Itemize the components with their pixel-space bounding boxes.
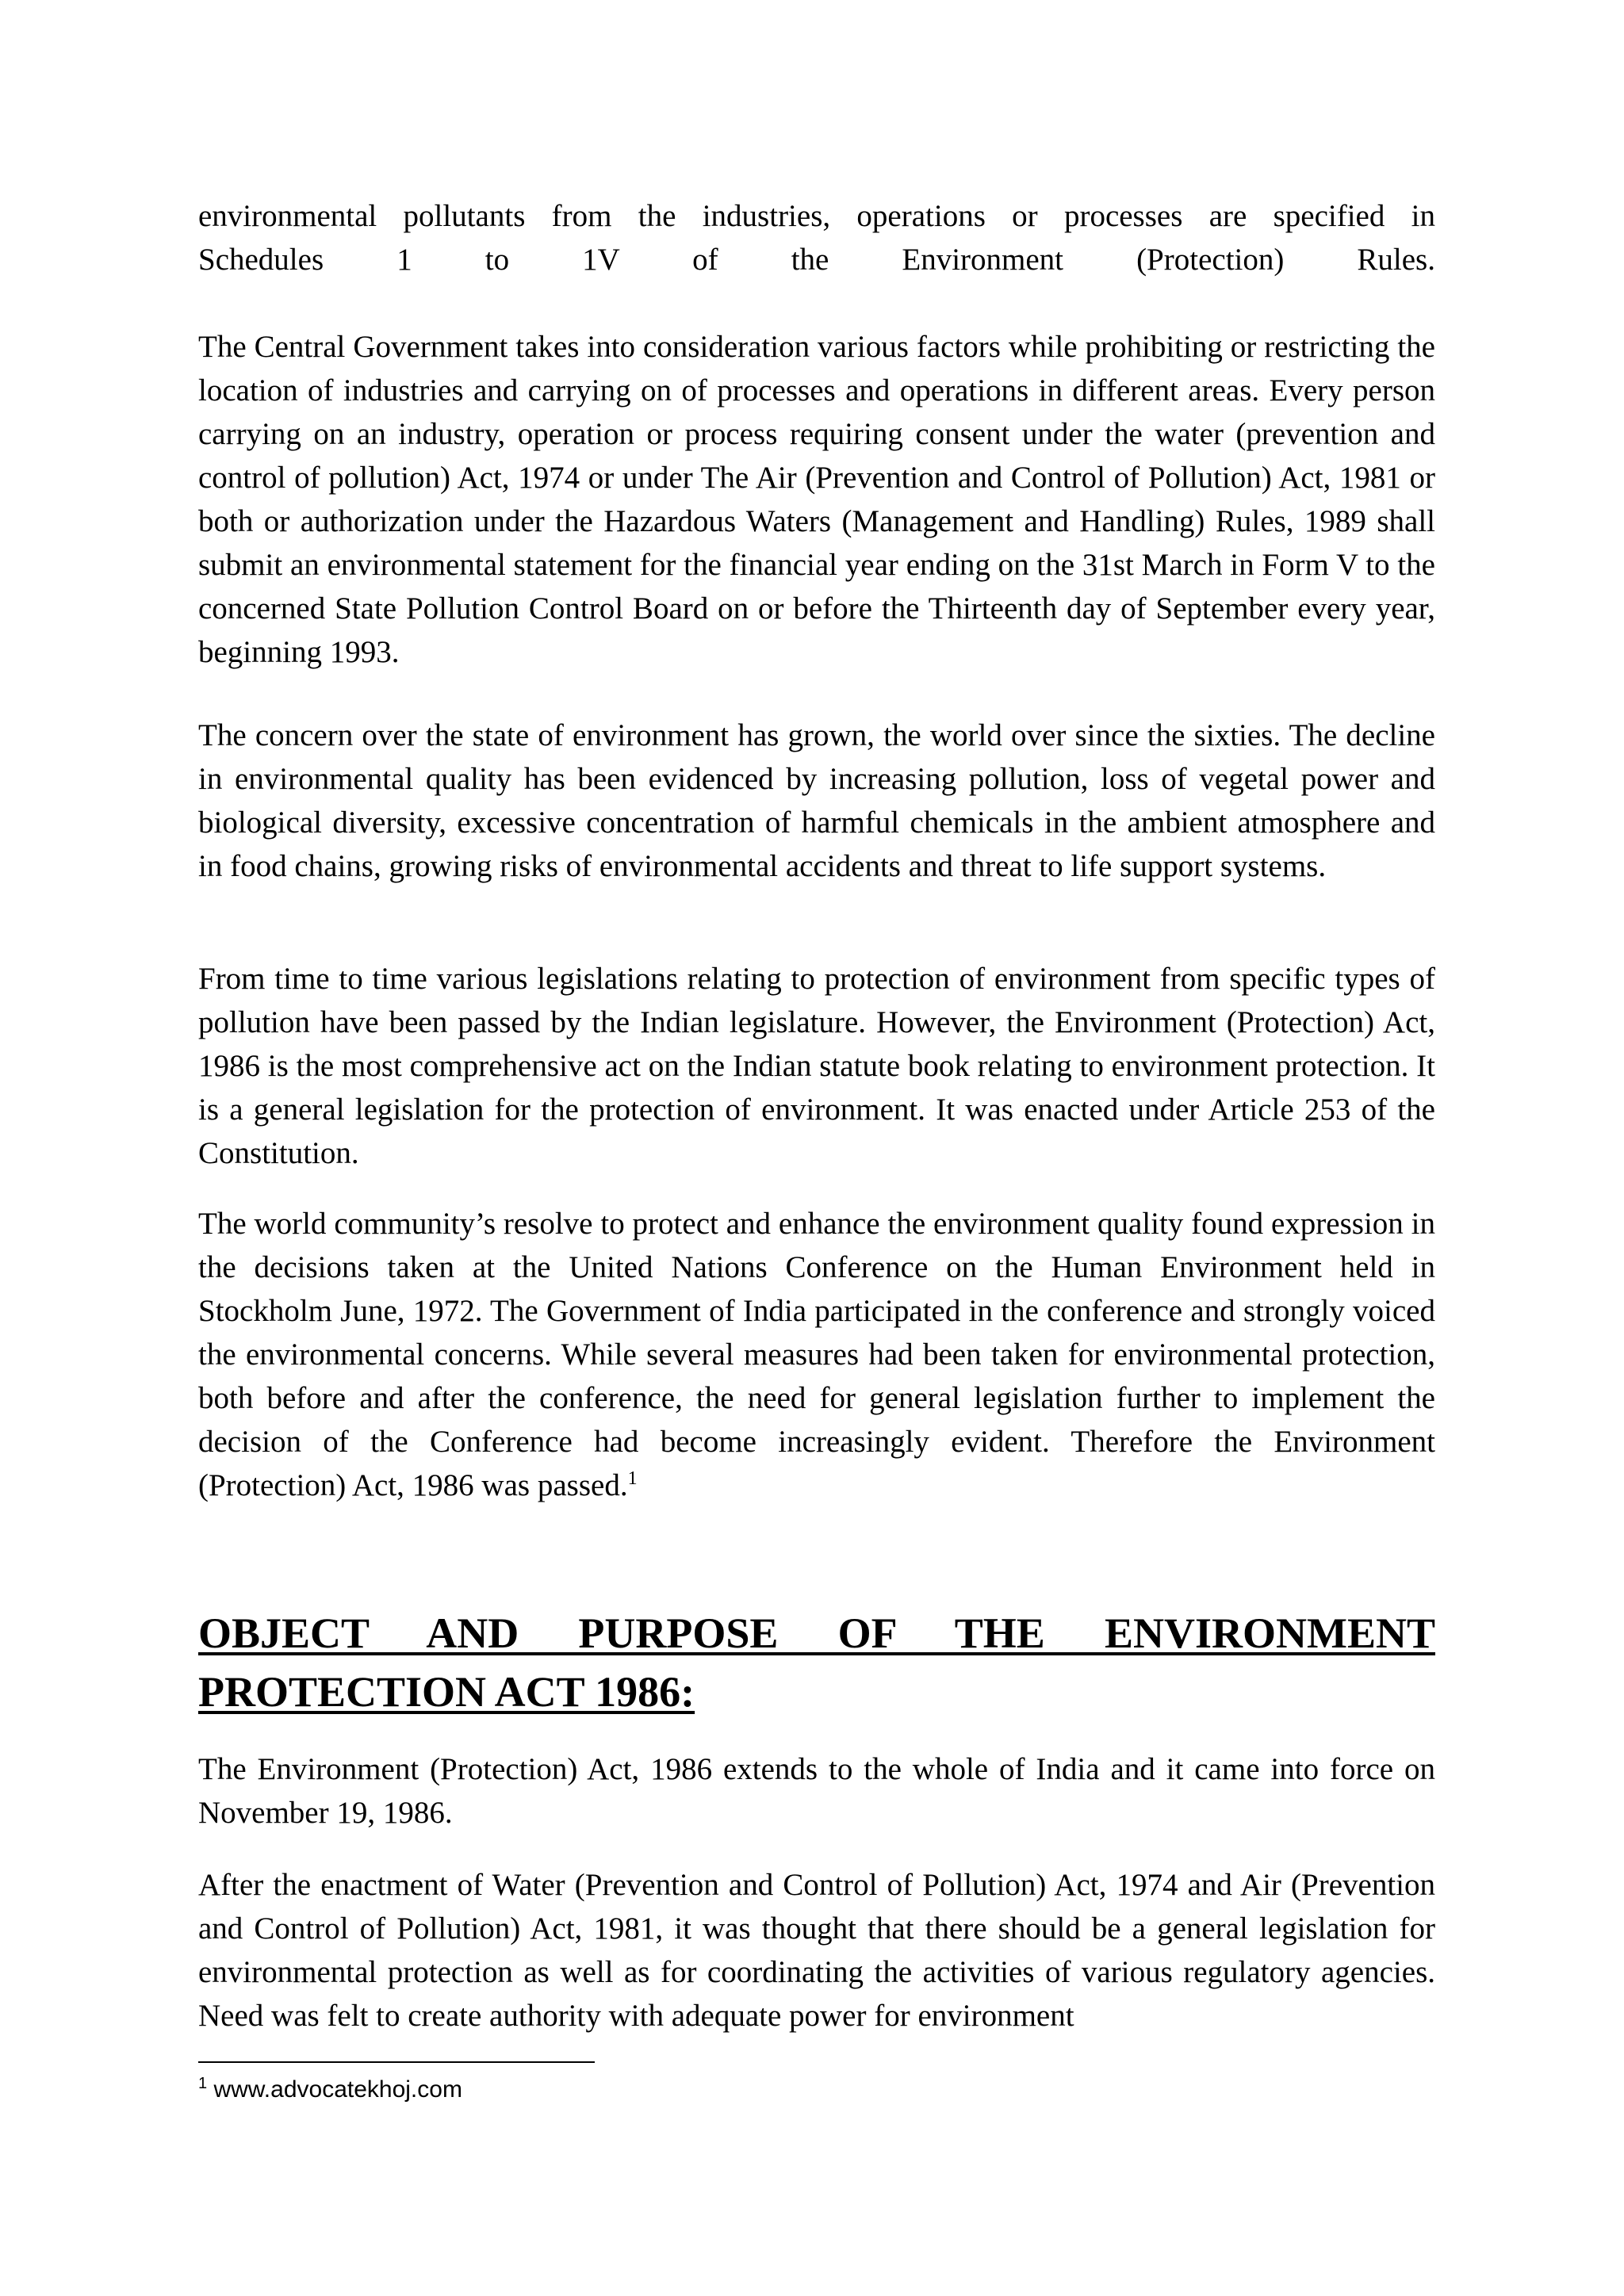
- section-heading-line-1: OBJECT AND PURPOSE OF THE ENVIRONMENT: [198, 1609, 1435, 1657]
- footnote-separator: [198, 2061, 595, 2063]
- footnote-link[interactable]: www.advocatekhoj.com: [213, 2076, 462, 2103]
- paragraph-1-line-2: Schedules 1 to 1V of the Environment (Protection) Rules.: [198, 243, 1435, 277]
- paragraph-7: After the enactment of Water (Prevention and Control of Pollution) Act, 1974 and Air (Prevention and Control of Pollution) Act, 1981, it was thought that there should be a general legislation for environmental protection as well as for coordinating the activities of various regulatory agencies. Need was felt to create authority with adequate power for environment: [198, 1868, 1435, 2033]
- paragraph-4: From time to time various legislations relating to protection of environment from specific types of pollution have been passed by the Indian legislature. However, the Environment (Protection) Act, 1986 is the most comprehensive act on the Indian statute book relating to environment protection. It is a general legislation for the protection of environment. It was enacted under Article 253 of the Constitution.: [198, 962, 1435, 1170]
- paragraph-5: [198, 1202, 1435, 1507]
- paragraph-3: The concern over the state of environment has grown, the world over since the sixties. The decline in environmental quality has been evidenced by increasing pollution, loss of vegetal power and biological diversity, excessive concentration of harmful chemicals in the ambient atmosphere and in food chains, growing risks of environmental accidents and threat to life support systems.: [198, 718, 1435, 883]
- footnote-reference[interactable]: 1: [627, 1468, 638, 1489]
- paragraph-2: The Central Government takes into consideration various factors while prohibiting or restricting the location of industries and carrying on of processes and operations in different areas. Every person carrying on an industry, operation or process requiring consent under the water (prevention and control of pollution) Act, 1974 or under The Air (Prevention and Control of Pollution) Act, 1981 or both or authorization under the Hazardous Waters (Management and Handling) Rules, 1989 shall submit an environmental statement for the financial year ending on the 31st March in Form V to the concerned State Pollution Control Board on or before the Thirteenth day of September every year, beginning 1993.: [198, 330, 1435, 669]
- section-heading-line-2: PROTECTION ACT 1986:: [198, 1668, 695, 1716]
- footnote-number: 1: [198, 2075, 208, 2092]
- paragraph-1-line-1-text: environmental pollutants from the industries, operations or processes are specified in: [198, 199, 1435, 233]
- paragraph-5-text: The world community’s resolve to protect and enhance the environment quality found expression in the decisions taken at the United Nations Conference on the Human Environment held in Stockholm June, 1972. The Government of India participated in the conference and strongly voiced the environmental concerns. While several measures had been taken for environmental protection, both before and after the conference, the need for general legislation further to implement the decision of the Conference had become increasingly evident. Therefore the Environment (Protection) Act, 1986 was passed.: [198, 1207, 1435, 1502]
- paragraph-6: The Environment (Protection) Act, 1986 extends to the whole of India and it came into force on November 19, 1986.: [198, 1752, 1435, 1830]
- footnote: [198, 2074, 462, 2106]
- section-heading: [198, 1604, 1435, 1721]
- paragraph-1-line-1: [198, 194, 1435, 238]
